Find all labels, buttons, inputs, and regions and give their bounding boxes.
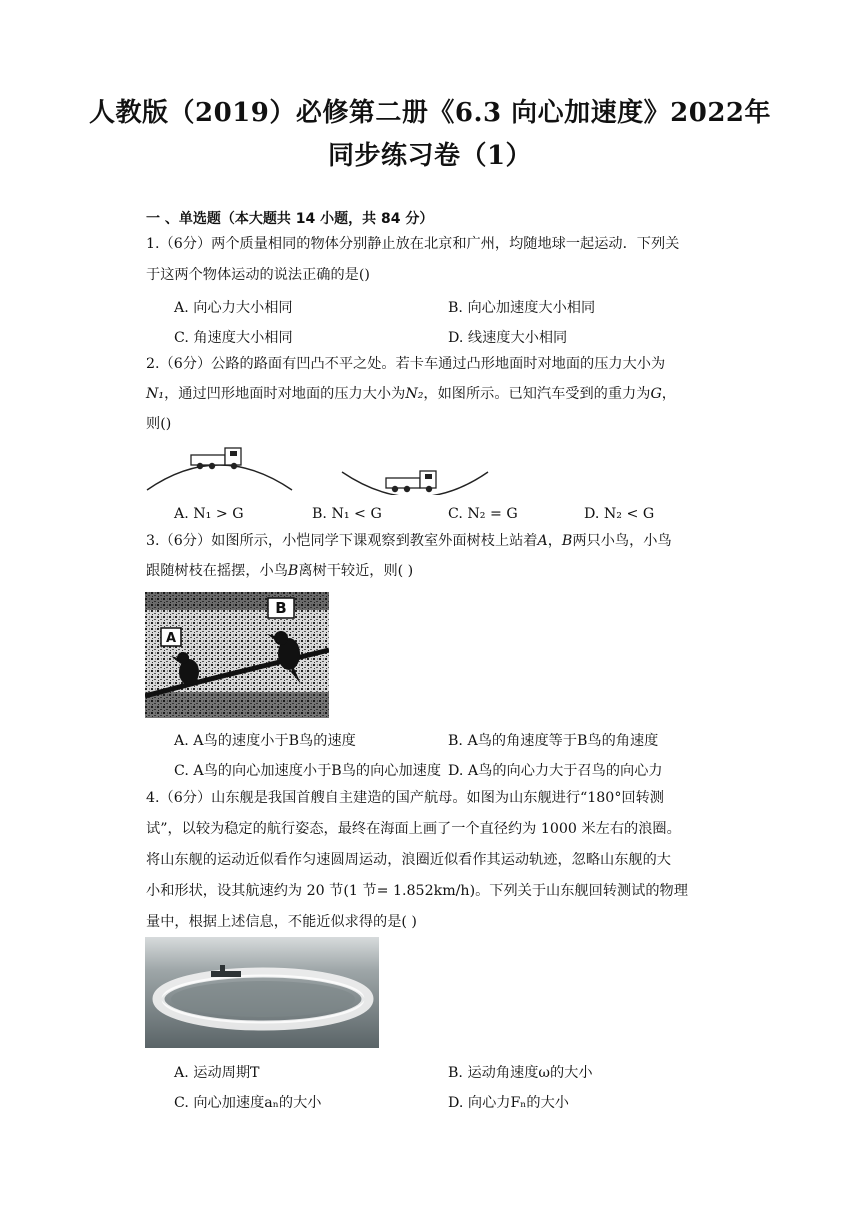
q1-option-a: A. 向心力大小相同 [174, 300, 293, 316]
q4-carrier-wake-photo [145, 937, 379, 1048]
q3-text: 跟随树枝在摇摆，小鸟 [146, 563, 288, 579]
q3-text: 离树干较近，则( ) [298, 563, 414, 579]
q3-option-c: C. A鸟的向心加速度小于B鸟的向心加速度 [174, 763, 442, 779]
q3-stem-line1 [146, 526, 721, 556]
q2-stem-line1: 2.（6分）公路的路面有凹凸不平之处。若卡车通过凸形地面时对地面的压力大小为 [146, 356, 666, 372]
q2-text: ， [661, 386, 676, 402]
section-heading: 一 、单选题（本大题共 14 小题，共 84 分） [146, 211, 434, 227]
concave-road-truck [342, 471, 488, 495]
q3-option-d: D. A鸟的向心力大于召鸟的向心力 [448, 763, 663, 779]
q1-stem-line1: 1.（6分）两个质量相同的物体分别静止放在北京和广州，均随地球一起运动．下列关 [146, 236, 680, 252]
q3-text: 两只小鸟，小鸟 [572, 533, 672, 549]
q1-stem-line2: 于这两个物体运动的说法正确的是() [146, 267, 370, 283]
q1-option-c: C. 角速度大小相同 [174, 330, 293, 346]
q3-fig-label-b: B [275, 599, 287, 617]
convex-road-truck [147, 448, 292, 490]
q3-option-a: A. A鸟的速度小于B鸟的速度 [174, 733, 356, 749]
q3-text: 3.（6分）如图所示，小恺同学下课观察到教室外面树枝上站着 [146, 533, 538, 549]
q2-text: ，如图所示。已知汽车受到的重力为 [423, 386, 651, 402]
q2-symbol-n2: N₂ [405, 386, 424, 402]
q3-fig-label-a: A [165, 631, 177, 646]
q2-option-a: A. N₁ > G [174, 506, 244, 522]
document-title-line2: 同步练习卷（1） [327, 141, 533, 171]
q4-stem-line2: 试”，以较为稳定的航行姿态，最终在海面上画了一个直径约为 1000 米左右的浪圈。 [146, 821, 681, 837]
q2-option-c: C. N₂ = G [448, 506, 518, 522]
q4-stem-line4: 小和形状，设其航速约为 20 节(1 节= 1.852km/h)。下列关于山东舰回转测试的物理 [146, 883, 688, 899]
q1-option-b: B. 向心加速度大小相同 [448, 300, 596, 316]
q1-option-d: D. 线速度大小相同 [448, 330, 568, 346]
q4-stem-line5: 量中，根据上述信息，不能近似求得的是( ) [146, 914, 417, 930]
q2-symbol-n1: N₁ [146, 386, 165, 402]
q2-stem-line3: 则() [146, 416, 172, 432]
q2-symbol-g: G [650, 386, 662, 402]
q2-option-d: D. N₂ < G [584, 506, 655, 522]
document-title-line1: 人教版（2019）必修第二册《6.3 向心加速度》2022年 [88, 98, 771, 128]
q3-text: ， [547, 533, 562, 549]
q3-birds-photo [145, 592, 329, 718]
q4-option-d: D. 向心力Fₙ的大小 [448, 1095, 569, 1111]
q4-option-a: A. 运动周期T [174, 1065, 260, 1081]
q2-text: ，通过凹形地面时对地面的压力大小为 [164, 386, 406, 402]
q4-option-b: B. 运动角速度ω的大小 [448, 1065, 593, 1081]
q3-option-b: B. A鸟的角速度等于B鸟的角速度 [448, 733, 659, 749]
q2-road-figure [144, 440, 494, 495]
q3-stem-line2 [146, 556, 721, 586]
q2-option-b: B. N₁ < G [312, 506, 382, 522]
q4-stem-line3: 将山东舰的运动近似看作匀速圆周运动，浪圈近似看作其运动轨迹，忽略山东舰的大 [146, 852, 671, 868]
q3-symbol-b: B [561, 533, 573, 549]
q4-stem-line1: 4.（6分）山东舰是我国首艘自主建造的国产航母。如图为山东舰进行“180°回转测 [146, 790, 664, 806]
q3-symbol-a: A [537, 533, 548, 549]
q4-option-c: C. 向心加速度aₙ的大小 [174, 1095, 322, 1111]
q3-symbol-b: B [287, 563, 299, 579]
q2-stem-line2 [146, 379, 721, 409]
